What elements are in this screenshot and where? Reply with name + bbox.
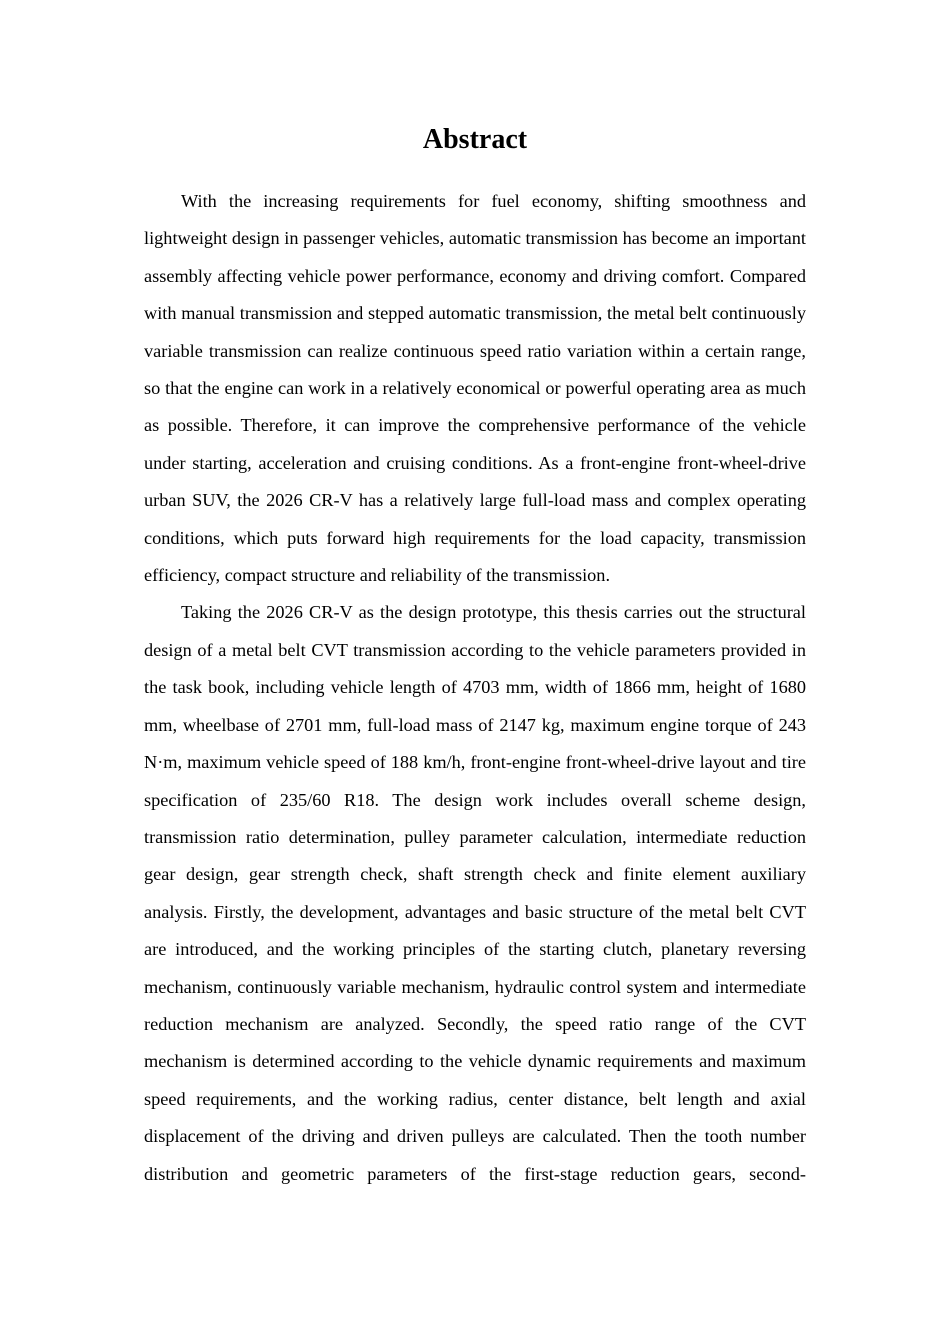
abstract-body [144,183,806,1193]
abstract-heading: Abstract [422,124,528,155]
paragraph-1: With the increasing requirements for fuel economy, shifting smoothness and lightweight design in passenger vehicles, automatic transmission has become an important assembly affecting vehicle power performance, economy and driving comfort. Compared with manual transmission and stepped automatic transmission, the metal belt continuously variable transmission can realize continuous speed ratio variation within a certain range, so that the engine can work in a relatively economical or powerful operating area as much as possible. Therefore, it can improve the comprehensive performance of the vehicle under starting, acceleration and cruising conditions. As a front-engine front-wheel-drive urban SUV, the 2026 CR-V has a relatively large full-load mass and complex operating conditions, which puts forward high requirements for the load capacity, transmission efficiency, compact structure and reliability of the transmission. [144,191,806,586]
paragraph-2: Taking the 2026 CR-V as the design prototype, this thesis carries out the structural design of a metal belt CVT transmission according to the vehicle parameters provided in the task book, including vehicle length of 4703 mm, width of 1866 mm, height of 1680 mm, wheelbase of 2701 mm, full-load mass of 2147 kg, maximum engine torque of 243 N·m, maximum vehicle speed of 188 km/h, front-engine front-wheel-drive layout and tire specification of 235/60 R18. The design work includes overall scheme design, transmission ratio determination, pulley parameter calculation, intermediate reduction gear design, gear strength check, shaft strength check and finite element auxiliary analysis. Firstly, the development, advantages and basic structure of the metal belt CVT are introduced, and the working principles of the starting clutch, planetary reversing mechanism, continuously variable mechanism, hydraulic control system and intermediate reduction mechanism are analyzed. Secondly, the speed ratio range of the CVT mechanism is determined according to the vehicle dynamic requirements and maximum speed requirements, and the working radius, center distance, belt length and axial displacement of the driving and driven pulleys are calculated. Then the tooth number distribution and geometric parameters of the first-stage reduction gears, second- [144,602,806,1184]
